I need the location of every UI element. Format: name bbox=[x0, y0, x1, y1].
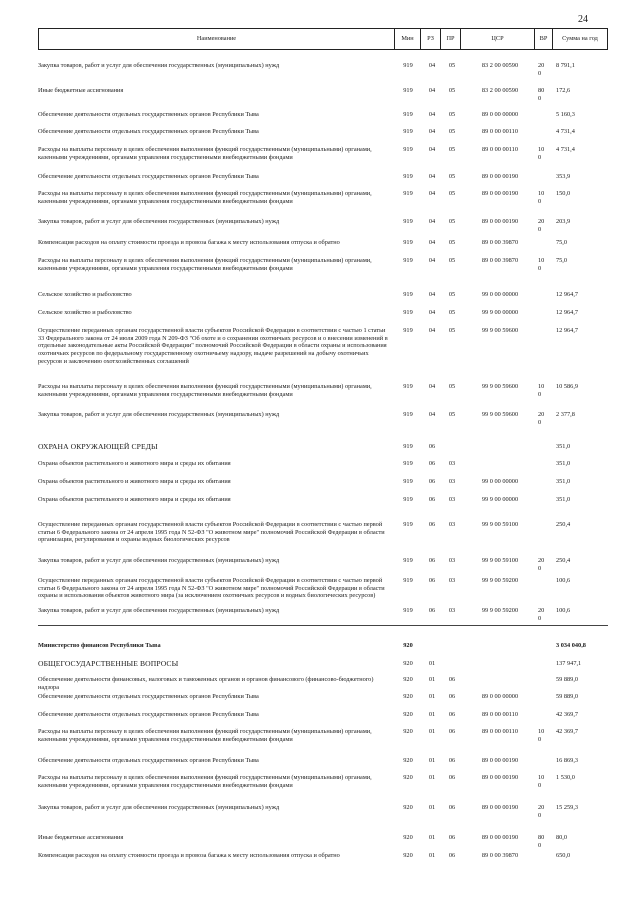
cell-min: 920 bbox=[403, 804, 413, 811]
cell-min: 919 bbox=[403, 257, 413, 264]
cell-csr: 89 0 00 39870 bbox=[481, 257, 519, 264]
cell-min: 919 bbox=[403, 62, 413, 69]
cell-rz: 04 bbox=[428, 87, 436, 94]
cell-rz: 04 bbox=[428, 218, 436, 225]
cell-name: Компенсация расходов на оплату стоимости проезда и провоза багажа к месту использования отпуска и обратно bbox=[38, 852, 340, 859]
cell-rz: 06 bbox=[428, 478, 436, 485]
cell-rz: 04 bbox=[428, 309, 436, 316]
header-name: Наименование bbox=[39, 29, 395, 49]
cell-min: 920 bbox=[403, 660, 413, 667]
cell-csr: 99 9 00 59100 bbox=[481, 521, 519, 528]
cell-rz: 01 bbox=[428, 834, 436, 841]
cell-csr: 89 0 00 00110 bbox=[482, 146, 518, 153]
header-rz: РЗ bbox=[421, 29, 441, 49]
cell-pr: 03 bbox=[448, 460, 456, 467]
header-min: Мин bbox=[395, 29, 421, 49]
cell-min: 919 bbox=[403, 577, 413, 584]
cell-rz: 06 bbox=[428, 443, 436, 450]
cell-sum: 351,0 bbox=[556, 460, 571, 467]
cell-rz: 04 bbox=[428, 190, 436, 197]
cell-name: Сельское хозяйство и рыболовство bbox=[38, 309, 132, 316]
cell-name: Иные бюджетные ассигнования bbox=[38, 87, 124, 94]
cell-csr: 99 9 00 59600 bbox=[481, 411, 519, 418]
cell-sum: 12 964,7 bbox=[556, 327, 579, 334]
cell-rz: 04 bbox=[428, 173, 436, 180]
cell-csr: 99 0 00 00000 bbox=[481, 478, 519, 485]
cell-csr: 99 9 00 00000 bbox=[481, 309, 519, 316]
cell-min: 919 bbox=[403, 173, 413, 180]
cell-pr: 03 bbox=[448, 496, 456, 503]
cell-name: Сельское хозяйство и рыболовство bbox=[38, 291, 132, 298]
cell-sum: 351,0 bbox=[556, 496, 571, 503]
header-sum: Сумма на год bbox=[562, 34, 598, 42]
cell-min: 919 bbox=[403, 443, 413, 450]
header-pr: ПР bbox=[441, 29, 461, 49]
cell-min: 919 bbox=[403, 291, 413, 298]
header-vr: ВР bbox=[535, 29, 553, 49]
cell-rz: 01 bbox=[428, 852, 436, 859]
cell-pr: 05 bbox=[448, 383, 456, 390]
cell-sum: 172,6 bbox=[556, 87, 571, 94]
cell-sum: 75,0 bbox=[556, 239, 568, 246]
cell-name: Охрана объектов растительного и животного мира и среды их обитания bbox=[38, 496, 231, 503]
cell-name: Иные бюджетные ассигнования bbox=[38, 834, 124, 841]
cell-rz: 01 bbox=[428, 757, 436, 764]
cell-csr: 99 9 00 59600 bbox=[481, 383, 519, 390]
cell-min: 920 bbox=[403, 676, 413, 683]
cell-csr: 99 9 00 59600 bbox=[481, 327, 519, 334]
cell-sum: 250,4 bbox=[556, 521, 571, 528]
cell-name: Расходы на выплаты персоналу в целях обеспечения выполнения функций государственными (муниципальными) органами, казенными учреждениями, органами управления государственными внебюджетными фондами bbox=[38, 146, 372, 161]
cell-rz: 01 bbox=[428, 711, 436, 718]
cell-sum: 2 377,8 bbox=[556, 411, 575, 418]
cell-pr: 06 bbox=[448, 711, 456, 718]
cell-sum: 10 586,9 bbox=[556, 383, 579, 390]
cell-pr: 06 bbox=[448, 804, 456, 811]
cell-csr: 89 0 00 39870 bbox=[481, 852, 519, 859]
cell-pr: 06 bbox=[448, 728, 456, 735]
cell-name: Обеспечение деятельности отдельных государственных органов Республики Тыва bbox=[38, 693, 259, 700]
cell-min: 919 bbox=[403, 521, 413, 528]
cell-sum: 12 964,7 bbox=[556, 291, 579, 298]
cell-min: 919 bbox=[403, 309, 413, 316]
cell-name: Обеспечение деятельности отдельных государственных органов Республики Тыва bbox=[38, 128, 259, 135]
cell-pr: 06 bbox=[448, 676, 456, 683]
cell-csr: 89 0 00 39870 bbox=[481, 239, 519, 246]
cell-vr: 80 0 bbox=[538, 87, 545, 102]
cell-pr: 05 bbox=[448, 87, 456, 94]
cell-rz: 06 bbox=[428, 607, 436, 614]
cell-rz: 06 bbox=[428, 557, 436, 564]
cell-name: Расходы на выплаты персоналу в целях обеспечения выполнения функций государственными (муниципальными) органами, казенными учреждениями, органами управления государственными внебюджетными фондами bbox=[38, 190, 372, 205]
cell-min: 920 bbox=[403, 642, 413, 649]
cell-rz: 01 bbox=[428, 728, 436, 735]
cell-vr: 80 0 bbox=[538, 834, 545, 849]
cell-min: 920 bbox=[403, 693, 413, 700]
cell-name: Закупка товаров, работ и услуг для обеспечения государственных (муниципальных) нужд bbox=[38, 557, 280, 564]
cell-min: 919 bbox=[403, 190, 413, 197]
cell-sum: 137 947,1 bbox=[556, 660, 582, 667]
cell-pr: 05 bbox=[448, 257, 456, 264]
cell-sum: 42 369,7 bbox=[556, 728, 579, 735]
cell-pr: 05 bbox=[448, 411, 456, 418]
cell-min: 919 bbox=[403, 557, 413, 564]
cell-pr: 05 bbox=[448, 146, 456, 153]
cell-csr: 89 0 00 00110 bbox=[482, 711, 518, 718]
table-header bbox=[38, 28, 608, 50]
cell-pr: 05 bbox=[448, 173, 456, 180]
cell-rz: 01 bbox=[428, 693, 436, 700]
cell-sum: 59 889,0 bbox=[556, 676, 579, 683]
cell-pr: 05 bbox=[448, 309, 456, 316]
divider bbox=[38, 625, 608, 626]
cell-sum: 59 889,0 bbox=[556, 693, 579, 700]
cell-sum: 4 731,4 bbox=[556, 146, 575, 153]
cell-min: 919 bbox=[403, 239, 413, 246]
cell-rz: 04 bbox=[428, 327, 436, 334]
cell-pr: 03 bbox=[448, 607, 456, 614]
cell-rz: 01 bbox=[428, 774, 436, 781]
cell-rz: 06 bbox=[428, 460, 436, 467]
cell-csr: 89 0 00 00190 bbox=[481, 757, 519, 764]
cell-sum: 203,9 bbox=[556, 218, 571, 225]
cell-min: 919 bbox=[403, 383, 413, 390]
cell-name: Министерство финансов Республики Тыва bbox=[38, 642, 161, 649]
cell-vr: 10 0 bbox=[538, 383, 545, 398]
cell-name: Расходы на выплаты персоналу в целях обеспечения выполнения функций государственными (муниципальными) органами, казенными учреждениями, органами управления государственными внебюджетными фондами bbox=[38, 257, 372, 272]
cell-sum: 12 964,7 bbox=[556, 309, 579, 316]
cell-vr: 20 0 bbox=[538, 804, 545, 819]
cell-min: 920 bbox=[403, 834, 413, 841]
cell-name: Охрана объектов растительного и животного мира и среды их обитания bbox=[38, 478, 231, 485]
cell-name: Расходы на выплаты персоналу в целях обеспечения выполнения функций государственными (муниципальными) органами, казенными учреждениями, органами управления государственными внебюджетными фондами bbox=[38, 774, 372, 789]
cell-pr: 05 bbox=[448, 128, 456, 135]
cell-min: 919 bbox=[403, 496, 413, 503]
cell-vr: 20 0 bbox=[538, 62, 545, 77]
cell-csr: 83 2 00 00590 bbox=[481, 62, 519, 69]
cell-pr: 03 bbox=[448, 521, 456, 528]
cell-pr: 05 bbox=[448, 239, 456, 246]
cell-rz: 04 bbox=[428, 383, 436, 390]
cell-name: Закупка товаров, работ и услуг для обеспечения государственных (муниципальных) нужд bbox=[38, 62, 280, 69]
cell-sum: 1 530,0 bbox=[556, 774, 575, 781]
cell-min: 920 bbox=[403, 757, 413, 764]
cell-csr: 99 9 00 59200 bbox=[481, 577, 519, 584]
cell-sum: 650,0 bbox=[556, 852, 571, 859]
cell-min: 919 bbox=[403, 460, 413, 467]
cell-rz: 04 bbox=[428, 257, 436, 264]
cell-sum: 16 869,3 bbox=[556, 757, 579, 764]
cell-min: 919 bbox=[403, 111, 413, 118]
cell-name: Расходы на выплаты персоналу в целях обеспечения выполнения функций государственными (муниципальными) органами, казенными учреждениями, органами управления государственными внебюджетными фондами bbox=[38, 728, 372, 743]
cell-name: Осуществление переданных органам государственной власти субъектов Российской Федерации в соответствии с частью первой статьи 6 Федерального закона от 24 апреля 1995 года N 52-ФЗ "О животном мире" полномочий Российской Федерации в области организации, регулирования и охраны водных биологических ресурсов bbox=[38, 521, 385, 544]
cell-name: Закупка товаров, работ и услуг для обеспечения государственных (муниципальных) нужд bbox=[38, 411, 280, 418]
cell-csr: 89 0 00 00000 bbox=[481, 693, 519, 700]
cell-vr: 20 0 bbox=[538, 218, 545, 233]
cell-pr: 06 bbox=[448, 693, 456, 700]
cell-name: Расходы на выплаты персоналу в целях обеспечения выполнения функций государственными (муниципальными) органами, казенными учреждениями, органами управления государственными внебюджетными фондами bbox=[38, 383, 372, 398]
cell-sum: 353,9 bbox=[556, 173, 571, 180]
cell-name: Осуществление переданных органам государственной власти субъектов Российской Федерации в соответствии с частью 1 статьи 33 Федерального закона от 24 июля 2009 года N 209-ФЗ "Об охоте и о сохранении охотничьих ресурсов и о внесении изменений в отдельные законодательные акты Российской Федерации" полномочий Российской Федерации в области охраны и использования охотничьих ресурсов по федеральному государственному охотничьему надзору, выдаче разрешений на добычу охотничьих ресурсов и заключению охотхозяйственных соглашений bbox=[38, 327, 388, 365]
cell-sum: 5 160,3 bbox=[556, 111, 575, 118]
cell-csr: 89 0 00 00110 bbox=[482, 128, 518, 135]
cell-rz: 04 bbox=[428, 411, 436, 418]
cell-rz: 04 bbox=[428, 291, 436, 298]
cell-min: 919 bbox=[403, 607, 413, 614]
cell-sum: 75,0 bbox=[556, 257, 568, 264]
cell-pr: 06 bbox=[448, 834, 456, 841]
cell-vr: 20 0 bbox=[538, 607, 545, 622]
cell-min: 919 bbox=[403, 128, 413, 135]
cell-rz: 04 bbox=[428, 146, 436, 153]
cell-rz: 04 bbox=[428, 128, 436, 135]
cell-csr: 89 0 00 00190 bbox=[481, 774, 519, 781]
cell-pr: 05 bbox=[448, 190, 456, 197]
cell-name: Охрана объектов растительного и животного мира и среды их обитания bbox=[38, 460, 231, 467]
cell-csr: 89 0 00 00190 bbox=[481, 190, 519, 197]
cell-rz: 06 bbox=[428, 496, 436, 503]
cell-csr: 89 0 00 00110 bbox=[482, 728, 518, 735]
cell-min: 920 bbox=[403, 728, 413, 735]
cell-sum: 80,0 bbox=[556, 834, 568, 841]
cell-csr: 83 2 00 00590 bbox=[481, 87, 519, 94]
cell-sum: 15 259,3 bbox=[556, 804, 579, 811]
cell-pr: 05 bbox=[448, 218, 456, 225]
cell-sum: 351,0 bbox=[556, 478, 571, 485]
cell-min: 920 bbox=[403, 774, 413, 781]
cell-sum: 100,6 bbox=[556, 607, 571, 614]
cell-name: Обеспечение деятельности отдельных государственных органов Республики Тыва bbox=[38, 757, 259, 764]
cell-pr: 03 bbox=[448, 478, 456, 485]
cell-name: ОБЩЕГОСУДАРСТВЕННЫЕ ВОПРОСЫ bbox=[38, 659, 179, 668]
header-csr: ЦСР bbox=[461, 29, 535, 49]
cell-min: 919 bbox=[403, 327, 413, 334]
cell-sum: 150,0 bbox=[556, 190, 571, 197]
cell-csr: 89 0 00 00190 bbox=[481, 218, 519, 225]
cell-sum: 3 034 040,8 bbox=[556, 642, 586, 649]
cell-min: 919 bbox=[403, 87, 413, 94]
cell-pr: 06 bbox=[448, 757, 456, 764]
cell-name: Обеспечение деятельности отдельных государственных органов Республики Тыва bbox=[38, 173, 259, 180]
cell-rz: 01 bbox=[428, 804, 436, 811]
cell-pr: 03 bbox=[448, 577, 456, 584]
cell-csr: 89 0 00 00000 bbox=[481, 111, 519, 118]
cell-pr: 06 bbox=[448, 852, 456, 859]
cell-rz: 04 bbox=[428, 111, 436, 118]
cell-sum: 351,0 bbox=[556, 443, 571, 450]
cell-csr: 89 0 00 00190 bbox=[481, 804, 519, 811]
cell-sum: 100,6 bbox=[556, 577, 571, 584]
cell-rz: 06 bbox=[428, 577, 436, 584]
cell-min: 920 bbox=[403, 852, 413, 859]
cell-vr: 20 0 bbox=[538, 411, 545, 426]
cell-name: Обеспечение деятельности отдельных государственных органов Республики Тыва bbox=[38, 111, 259, 118]
cell-csr: 99 9 00 59100 bbox=[481, 557, 519, 564]
cell-vr: 10 0 bbox=[538, 257, 545, 272]
cell-csr: 89 0 00 00190 bbox=[481, 834, 519, 841]
cell-name: Закупка товаров, работ и услуг для обеспечения государственных (муниципальных) нужд bbox=[38, 607, 280, 614]
cell-vr: 10 0 bbox=[538, 728, 545, 743]
cell-rz: 06 bbox=[428, 521, 436, 528]
cell-pr: 05 bbox=[448, 111, 456, 118]
cell-pr: 06 bbox=[448, 774, 456, 781]
cell-csr: 99 0 00 00000 bbox=[481, 291, 519, 298]
cell-name: Обеспечение деятельности финансовых, налоговых и таможенных органов и органов финансового (финансово-бюджетного) надзора bbox=[38, 676, 374, 691]
cell-vr: 10 0 bbox=[538, 146, 545, 161]
cell-csr: 89 0 00 00190 bbox=[481, 173, 519, 180]
cell-csr: 99 9 00 59200 bbox=[481, 607, 519, 614]
cell-sum: 8 791,1 bbox=[556, 62, 575, 69]
cell-sum: 4 731,4 bbox=[556, 128, 575, 135]
cell-rz: 04 bbox=[428, 62, 436, 69]
cell-sum: 250,4 bbox=[556, 557, 571, 564]
cell-name: Осуществление переданных органам государственной власти субъектов Российской Федерации в соответствии с частью первой статьи 6 Федерального закона от 24 апреля 1995 года N 52-ФЗ "О животном мире" полномочий Российской Федерации в области охраны и использования объектов животного мира (за исключением охотничьих ресурсов и водных биологических ресурсов) bbox=[38, 577, 385, 600]
cell-vr: 10 0 bbox=[538, 774, 545, 789]
cell-min: 919 bbox=[403, 411, 413, 418]
cell-rz: 01 bbox=[428, 660, 436, 667]
cell-rz: 01 bbox=[428, 676, 436, 683]
cell-vr: 10 0 bbox=[538, 190, 545, 205]
cell-sum: 42 369,7 bbox=[556, 711, 579, 718]
page-number: 24 bbox=[578, 14, 588, 25]
cell-pr: 05 bbox=[448, 62, 456, 69]
cell-min: 919 bbox=[403, 218, 413, 225]
cell-rz: 04 bbox=[428, 239, 436, 246]
cell-pr: 03 bbox=[448, 557, 456, 564]
cell-min: 920 bbox=[403, 711, 413, 718]
cell-name: Закупка товаров, работ и услуг для обеспечения государственных (муниципальных) нужд bbox=[38, 804, 280, 811]
cell-name: Компенсация расходов на оплату стоимости проезда и провоза багажа к месту использования отпуска и обратно bbox=[38, 239, 340, 246]
cell-name: Обеспечение деятельности отдельных государственных органов Республики Тыва bbox=[38, 711, 259, 718]
cell-min: 919 bbox=[403, 146, 413, 153]
cell-min: 919 bbox=[403, 478, 413, 485]
cell-name: ОХРАНА ОКРУЖАЮЩЕЙ СРЕДЫ bbox=[38, 442, 158, 451]
cell-vr: 20 0 bbox=[538, 557, 545, 572]
cell-name: Закупка товаров, работ и услуг для обеспечения государственных (муниципальных) нужд bbox=[38, 218, 280, 225]
cell-pr: 05 bbox=[448, 291, 456, 298]
cell-pr: 05 bbox=[448, 327, 456, 334]
cell-csr: 99 9 00 00000 bbox=[481, 496, 519, 503]
